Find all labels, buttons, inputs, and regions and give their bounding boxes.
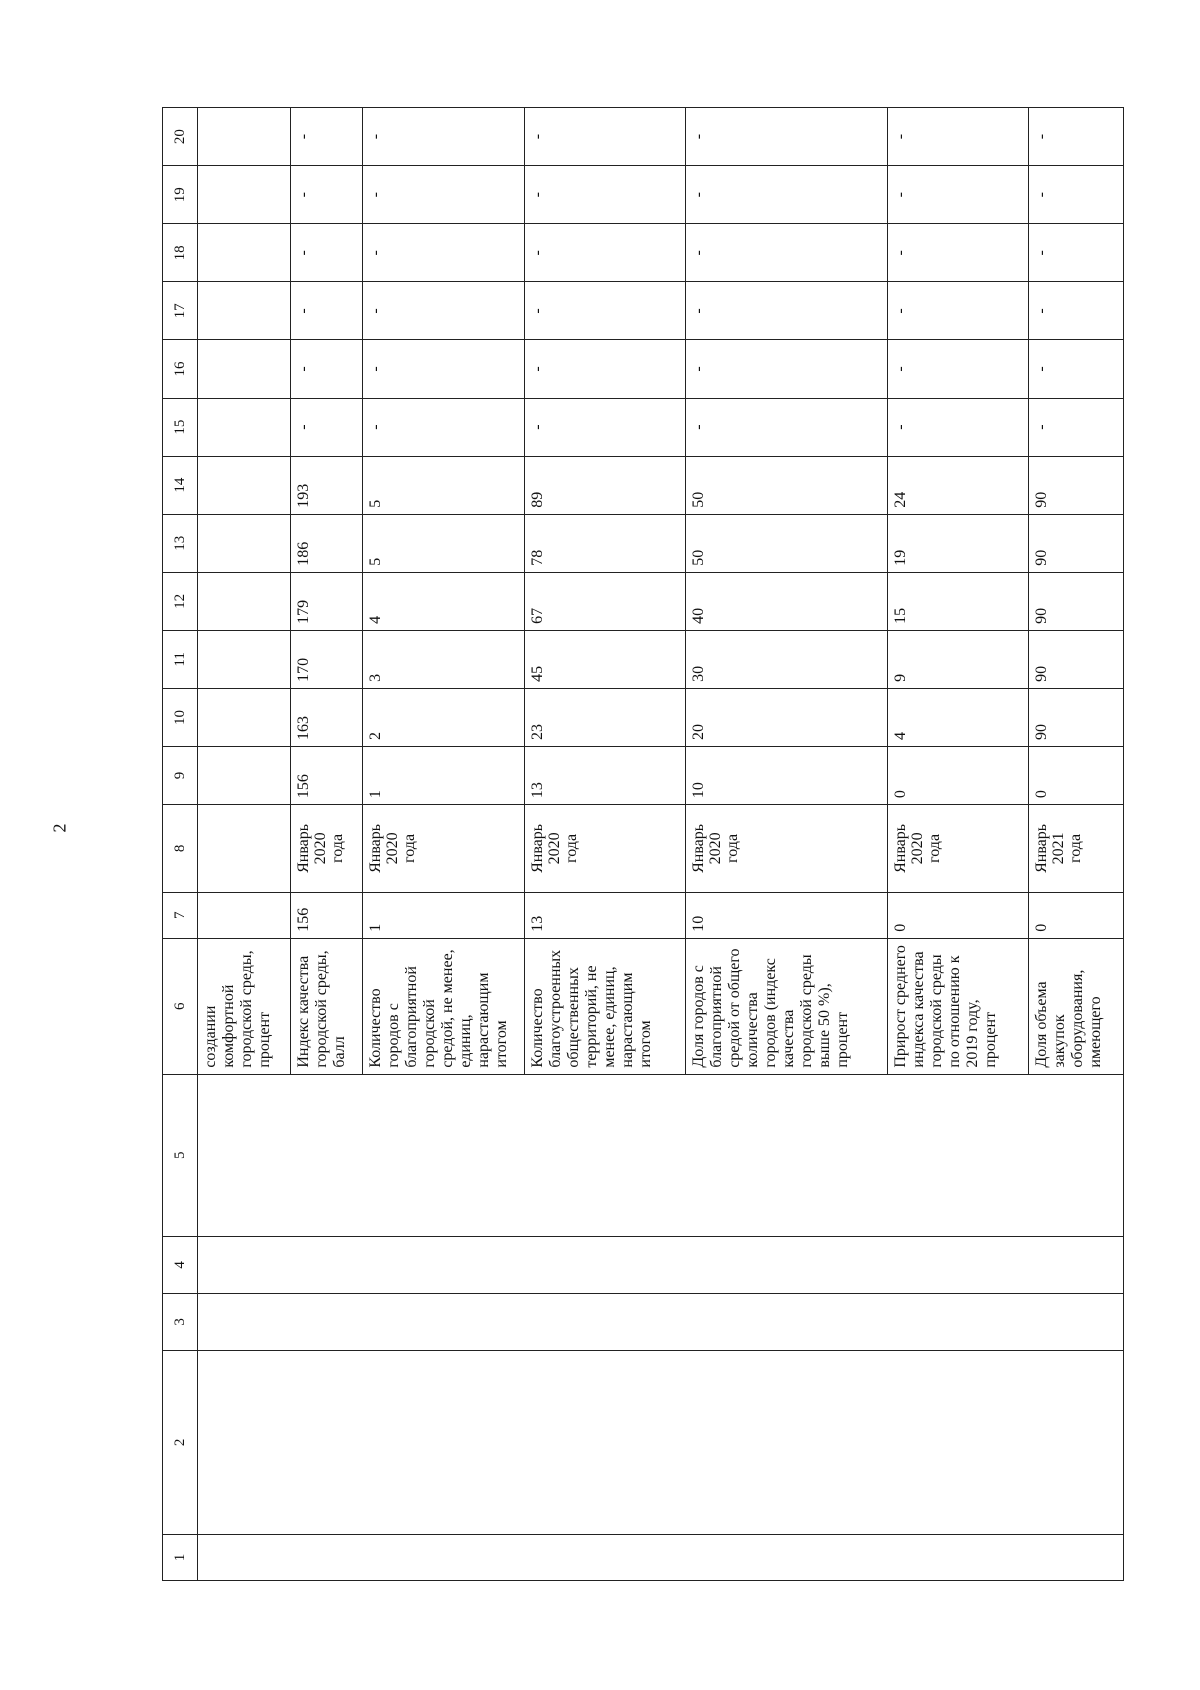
period-suffix: года: [723, 833, 741, 863]
period-month: Январь: [295, 823, 313, 873]
base-period: [363, 805, 524, 893]
base-value: [198, 892, 291, 938]
extra-cell: -: [291, 282, 363, 340]
extra-cell: -: [291, 340, 363, 398]
extra-cell: -: [524, 224, 685, 282]
extra-cell: -: [685, 282, 888, 340]
indicator-name: Доля городов с благоприятной средой от общего количества городов (индекс качества городской среды выше 50 %), процент: [685, 938, 888, 1074]
base-period: [1028, 805, 1123, 893]
column-number: 16: [163, 340, 198, 398]
value-cell: [198, 456, 291, 514]
value-cell: 90: [1028, 688, 1123, 746]
value-cell: 9: [888, 630, 1029, 688]
extra-cell: [198, 224, 291, 282]
period-month: Январь: [892, 823, 910, 873]
cell-col1: [198, 1534, 1124, 1580]
value-cell: 40: [685, 572, 888, 630]
column-number: 14: [163, 456, 198, 514]
extra-cell: -: [363, 166, 524, 224]
cell-col3: [198, 1293, 1124, 1350]
value-cell: 15: [888, 572, 1029, 630]
period-suffix: года: [926, 833, 944, 863]
period-month: Январь: [689, 823, 707, 873]
extra-cell: -: [363, 340, 524, 398]
value-cell: 156: [291, 747, 363, 805]
column-number: 6: [163, 938, 198, 1074]
base-value: 13: [524, 892, 685, 938]
period-year: 2020: [706, 832, 724, 865]
value-cell: 170: [291, 630, 363, 688]
period-month: Январь: [528, 823, 546, 873]
extra-cell: -: [291, 224, 363, 282]
extra-cell: -: [291, 108, 363, 166]
extra-cell: -: [363, 282, 524, 340]
base-period: [888, 805, 1029, 893]
base-value: 156: [291, 892, 363, 938]
period-suffix: года: [1066, 833, 1084, 863]
extra-cell: -: [685, 398, 888, 456]
value-cell: 89: [524, 456, 685, 514]
value-cell: 90: [1028, 572, 1123, 630]
extra-cell: -: [685, 224, 888, 282]
value-cell: 3: [363, 630, 524, 688]
column-number: 4: [163, 1236, 198, 1293]
value-cell: 19: [888, 514, 1029, 572]
column-number: 15: [163, 398, 198, 456]
extra-cell: -: [888, 224, 1029, 282]
base-value: 1: [363, 892, 524, 938]
extra-cell: [198, 282, 291, 340]
table-row: [198, 108, 291, 1581]
period-year: 2020: [909, 832, 927, 865]
period-year: 2020: [384, 832, 402, 865]
page-number: 2: [49, 823, 70, 833]
indicator-name: создании комфортной городской среды, процент: [198, 938, 291, 1074]
indicators-table: [162, 107, 1124, 1581]
value-cell: 24: [888, 456, 1029, 514]
value-cell: [198, 630, 291, 688]
value-cell: 5: [363, 514, 524, 572]
extra-cell: [198, 166, 291, 224]
column-number: 5: [163, 1074, 198, 1236]
extra-cell: -: [888, 108, 1029, 166]
column-number: 19: [163, 166, 198, 224]
column-number: 12: [163, 572, 198, 630]
column-number: 2: [163, 1350, 198, 1534]
extra-cell: -: [291, 398, 363, 456]
period-month: Январь: [367, 823, 385, 873]
value-cell: 50: [685, 456, 888, 514]
extra-cell: -: [524, 398, 685, 456]
value-cell: 179: [291, 572, 363, 630]
extra-cell: -: [888, 282, 1029, 340]
extra-cell: -: [888, 398, 1029, 456]
period-suffix: года: [562, 833, 580, 863]
period-suffix: года: [401, 833, 419, 863]
column-number: 3: [163, 1293, 198, 1350]
extra-cell: -: [1028, 340, 1123, 398]
value-cell: 5: [363, 456, 524, 514]
indicator-name: Индекс качества городской среды, балл: [291, 938, 363, 1074]
column-number: 18: [163, 224, 198, 282]
column-number: 11: [163, 630, 198, 688]
value-cell: 0: [888, 747, 1029, 805]
indicator-name: Прирост среднего индекса качества городской среды по отношению к 2019 году, процент: [888, 938, 1029, 1074]
period-suffix: года: [329, 833, 347, 863]
extra-cell: -: [291, 166, 363, 224]
extra-cell: -: [363, 108, 524, 166]
value-cell: 90: [1028, 514, 1123, 572]
value-cell: [198, 688, 291, 746]
extra-cell: [198, 398, 291, 456]
column-number: 1: [163, 1534, 198, 1580]
base-period: [291, 805, 363, 893]
column-number-row: [163, 108, 198, 1581]
value-cell: 78: [524, 514, 685, 572]
extra-cell: -: [524, 340, 685, 398]
value-cell: [198, 747, 291, 805]
value-cell: 4: [888, 688, 1029, 746]
extra-cell: -: [1028, 108, 1123, 166]
table-frame: [162, 107, 1124, 1581]
cell-col5: [198, 1074, 1124, 1236]
base-value: 0: [888, 892, 1029, 938]
extra-cell: -: [685, 166, 888, 224]
indicator-name: Количество благоустроенных общественных территорий, не менее, единиц, нарастающим итогом: [524, 938, 685, 1074]
value-cell: 0: [1028, 747, 1123, 805]
extra-cell: -: [1028, 398, 1123, 456]
extra-cell: -: [1028, 282, 1123, 340]
column-number: 7: [163, 892, 198, 938]
column-number: 8: [163, 805, 198, 893]
value-cell: 67: [524, 572, 685, 630]
column-number: 13: [163, 514, 198, 572]
value-cell: 13: [524, 747, 685, 805]
period-year: 2020: [545, 832, 563, 865]
cell-col4: [198, 1236, 1124, 1293]
value-cell: 4: [363, 572, 524, 630]
value-cell: 193: [291, 456, 363, 514]
extra-cell: -: [685, 340, 888, 398]
column-number: 17: [163, 282, 198, 340]
value-cell: 20: [685, 688, 888, 746]
extra-cell: -: [888, 340, 1029, 398]
value-cell: 163: [291, 688, 363, 746]
extra-cell: -: [1028, 166, 1123, 224]
extra-cell: [198, 108, 291, 166]
extra-cell: -: [524, 108, 685, 166]
base-period: [524, 805, 685, 893]
rotated-table-container: [162, 107, 1124, 1581]
indicator-name: Количество городов с благоприятной городской средой, не менее, единиц, нарастающим итогом: [363, 938, 524, 1074]
value-cell: 1: [363, 747, 524, 805]
base-value: 0: [1028, 892, 1123, 938]
column-number: 9: [163, 747, 198, 805]
extra-cell: -: [888, 166, 1029, 224]
period-year: 2020: [312, 832, 330, 865]
value-cell: [198, 514, 291, 572]
period-month: Январь: [1032, 823, 1050, 873]
extra-cell: -: [363, 398, 524, 456]
value-cell: 50: [685, 514, 888, 572]
value-cell: 30: [685, 630, 888, 688]
cell-col2: [198, 1350, 1124, 1534]
value-cell: 10: [685, 747, 888, 805]
value-cell: 23: [524, 688, 685, 746]
extra-cell: -: [363, 224, 524, 282]
value-cell: 45: [524, 630, 685, 688]
value-cell: [198, 572, 291, 630]
extra-cell: -: [1028, 224, 1123, 282]
extra-cell: -: [524, 166, 685, 224]
base-period: [198, 805, 291, 893]
indicator-name: Доля объема закупок оборудования, имеющего: [1028, 938, 1123, 1074]
base-period: [685, 805, 888, 893]
period-year: 2021: [1049, 832, 1067, 865]
extra-cell: -: [685, 108, 888, 166]
value-cell: 186: [291, 514, 363, 572]
extra-cell: [198, 340, 291, 398]
value-cell: 90: [1028, 456, 1123, 514]
column-number: 10: [163, 688, 198, 746]
value-cell: 90: [1028, 630, 1123, 688]
base-value: 10: [685, 892, 888, 938]
column-number: 20: [163, 108, 198, 166]
value-cell: 2: [363, 688, 524, 746]
extra-cell: -: [524, 282, 685, 340]
